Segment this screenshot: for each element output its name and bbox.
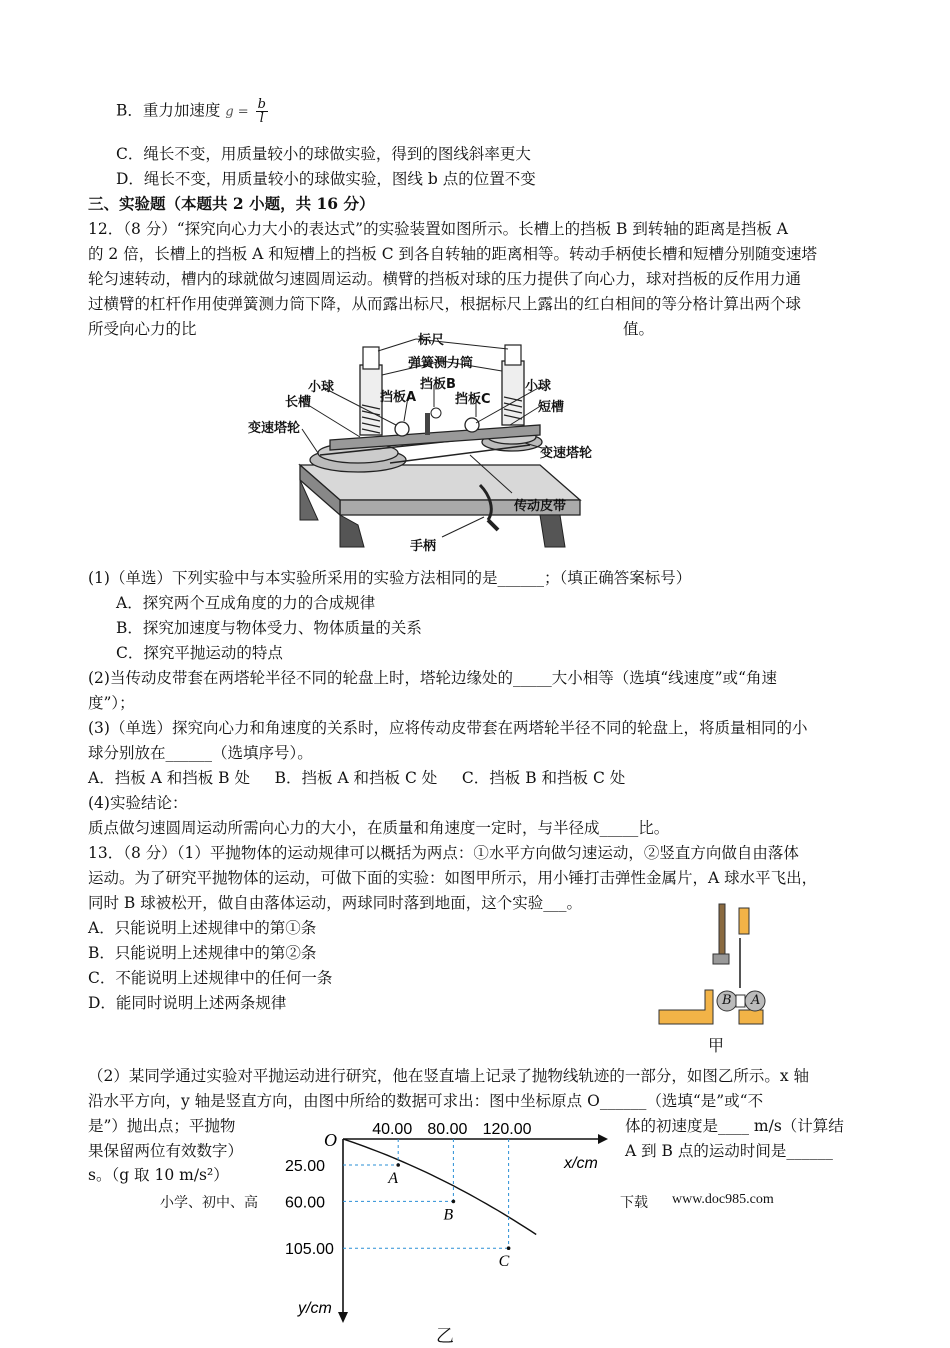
point-label-b: B [443,1206,454,1224]
label-biaochi: 标尺 [418,333,445,348]
x-tick-2: 120.00 [482,1121,532,1138]
label-changcao: 长槽 [285,395,312,410]
section-title: 三、实验题（本题共 2 小题，共 16 分） [88,194,375,213]
q13-line-1: 13．（8 分）（1）平抛物体的运动规律可以概括为两点：①水平方向做匀速运动，②竖直方向做自由落体 [88,844,799,862]
q12-sub1-opt-c: C．探究平抛运动的特点 [116,644,283,662]
x-tick-0: 40.00 [372,1121,413,1138]
formula-g: g = [225,104,249,120]
q13-line-2: 运动。为了研究平抛物体的运动，可做下面的实验：如图甲所示，用小锤打击弹性金属片，A 球水平飞出， [88,869,818,887]
q13-p2-line-5: s。（g 取 10 m/s²） [88,1166,229,1184]
option-d: D．绳长不变，用质量较小的球做实验，图线 b 点的位置不变 [116,170,536,188]
q13-opt-a: A．只能说明上述规律中的第①条 [88,919,317,937]
q13-line-3: 同时 B 球被松开，做自由落体运动，两球同时落到地面，这个实验___。 [88,894,582,912]
figure-yi-caption: 乙 [436,1326,454,1347]
fraction-denominator: l [259,111,264,126]
label-xiaoqiu-right: 小球 [525,379,552,394]
footer-right-a: 下载 [620,1195,648,1211]
q13-opt-d: D．能同时说明上述两条规律 [88,994,287,1012]
y-axis-label: y/cm [298,1300,332,1317]
label-dangban-a: 挡板A [380,390,417,405]
q12-sub4: (4)实验结论： [88,794,188,812]
option-b [116,98,268,125]
y-tick-0: 25.00 [285,1158,326,1175]
q12-sub2-line-2: 度”）； [88,694,135,712]
x-tick-1: 80.00 [427,1121,468,1138]
trajectory-curve [343,1139,536,1235]
label-xiaoqiu-left: 小球 [308,380,335,395]
q13-opt-c: C．不能说明上述规律中的任何一条 [88,969,333,987]
y-tick-1: 60.00 [285,1194,326,1212]
q12-sub1-opt-b: B．探究加速度与物体受力、物体质量的关系 [116,619,422,637]
option-c: C．绳长不变，用质量较小的球做实验，得到的图线斜率更大 [116,145,531,163]
label-pidai: 传动皮带 [514,499,567,514]
q12-line-3: 轮匀速转动，槽内的球就做匀速圆周运动。横臂的挡板对球的压力提供了向心力，球对挡板的反作用力通 [88,270,802,288]
fraction-numerator: b [257,97,266,112]
q12-sub1: (1)（单选）下列实验中与本实验所采用的实验方法相同的是______；（填正确答案标号） [88,569,692,587]
q12-line-1: 12．（8 分）“探究向心力大小的表达式”的实验装置如图所示。长槽上的挡板 B 到转轴的距离是挡板 A [88,220,788,238]
ball-b-label: B [722,993,732,1008]
footer-left: 小学、初中、高 [160,1195,258,1211]
footer-right-b: www.doc985.com [672,1192,774,1207]
y-tick-2: 105.00 [285,1241,334,1259]
label-shoubing: 手柄 [410,539,437,554]
q13-p2-line-3a: 是”）抛出点；平抛物 [88,1117,236,1135]
y-axis-arrow [338,1312,348,1323]
q13-p2-line-3b: 体的初速度是____ m/s（计算结 [625,1117,844,1135]
q12-sub3-options: A．挡板 A 和挡板 B 处 B．挡板 A 和挡板 C 处 C．挡板 B 和挡板 C 处 [88,769,626,787]
point-a [396,1163,400,1167]
label-dangban-b: 挡板B [420,377,456,392]
q12-line-4: 过横臂的杠杆作用使弹簧测力筒下降，从而露出标尺，根据标尺上露出的红白相间的等分格计算出两个球 [88,295,802,313]
q12-line-5: 所受向心力的比 [88,320,197,338]
x-axis-label: x/cm [564,1155,598,1172]
origin-label: O [324,1130,337,1150]
point-label-c: C [498,1253,510,1271]
q13-p2-line-4a: 果保留两位有效数字） [88,1142,244,1160]
label-duancao: 短槽 [538,400,565,415]
label-dangban-c: 挡板C [455,392,491,407]
option-b-text: B．重力加速度 [116,101,221,120]
q13-p2-line-4b: A 到 B 点的运动时间是______ [625,1142,833,1160]
q13-p2-line-1: （2）某同学通过实验对平抛运动进行研究，他在竖直墙上记录了抛物线轨迹的一部分，如图乙所示。x 轴 [88,1067,810,1085]
figure-jia [655,898,775,1028]
q12-sub3-line-2: 球分别放在______（选填序号）。 [88,744,313,762]
point-c [507,1246,511,1250]
trajectory-chart [280,1120,610,1325]
label-talun-right: 变速塔轮 [540,446,593,461]
q12-sub1-opt-a: A．探究两个互成角度的力的合成规律 [116,594,376,612]
ball-a-label: A [751,993,761,1008]
q12-sub3-line-1: (3)（单选）探究向心力和角速度的关系时，应将传动皮带套在两塔轮半径不同的轮盘上，将质量相同的小 [88,719,808,737]
q12-sub2-line-1: (2)当传动皮带套在两塔轮半径不同的轮盘上时，塔轮边缘处的_____大小相等（选填“线速度”或“角速 [88,669,777,687]
q12-line-5-end: 值。 [623,320,655,338]
label-tanhuang: 弹簧测力筒 [408,356,474,371]
q13-opt-b: B．只能说明上述规律中的第②条 [88,944,317,962]
point-b [452,1200,456,1204]
point-label-a: A [388,1170,398,1187]
figure-jia-caption: 甲 [708,1036,725,1055]
q12-sub4-conclusion: 质点做匀速圆周运动所需向心力的大小，在质量和角速度一定时，与半径成_____比。 [88,819,670,837]
formula-fraction [256,98,268,125]
q13-p2-line-2: 沿水平方向，y 轴是竖直方向，由图中所给的数据可求出：图中坐标原点 O______（选填“是”或“不 [88,1092,764,1110]
q12-line-2: 的 2 倍，长槽上的挡板 A 和短槽上的挡板 C 到各自转轴的距离相等。转动手柄使长槽和短槽分别随变速塔 [88,245,817,263]
x-axis-arrow [598,1134,608,1144]
label-talun-left: 变速塔轮 [248,421,301,436]
